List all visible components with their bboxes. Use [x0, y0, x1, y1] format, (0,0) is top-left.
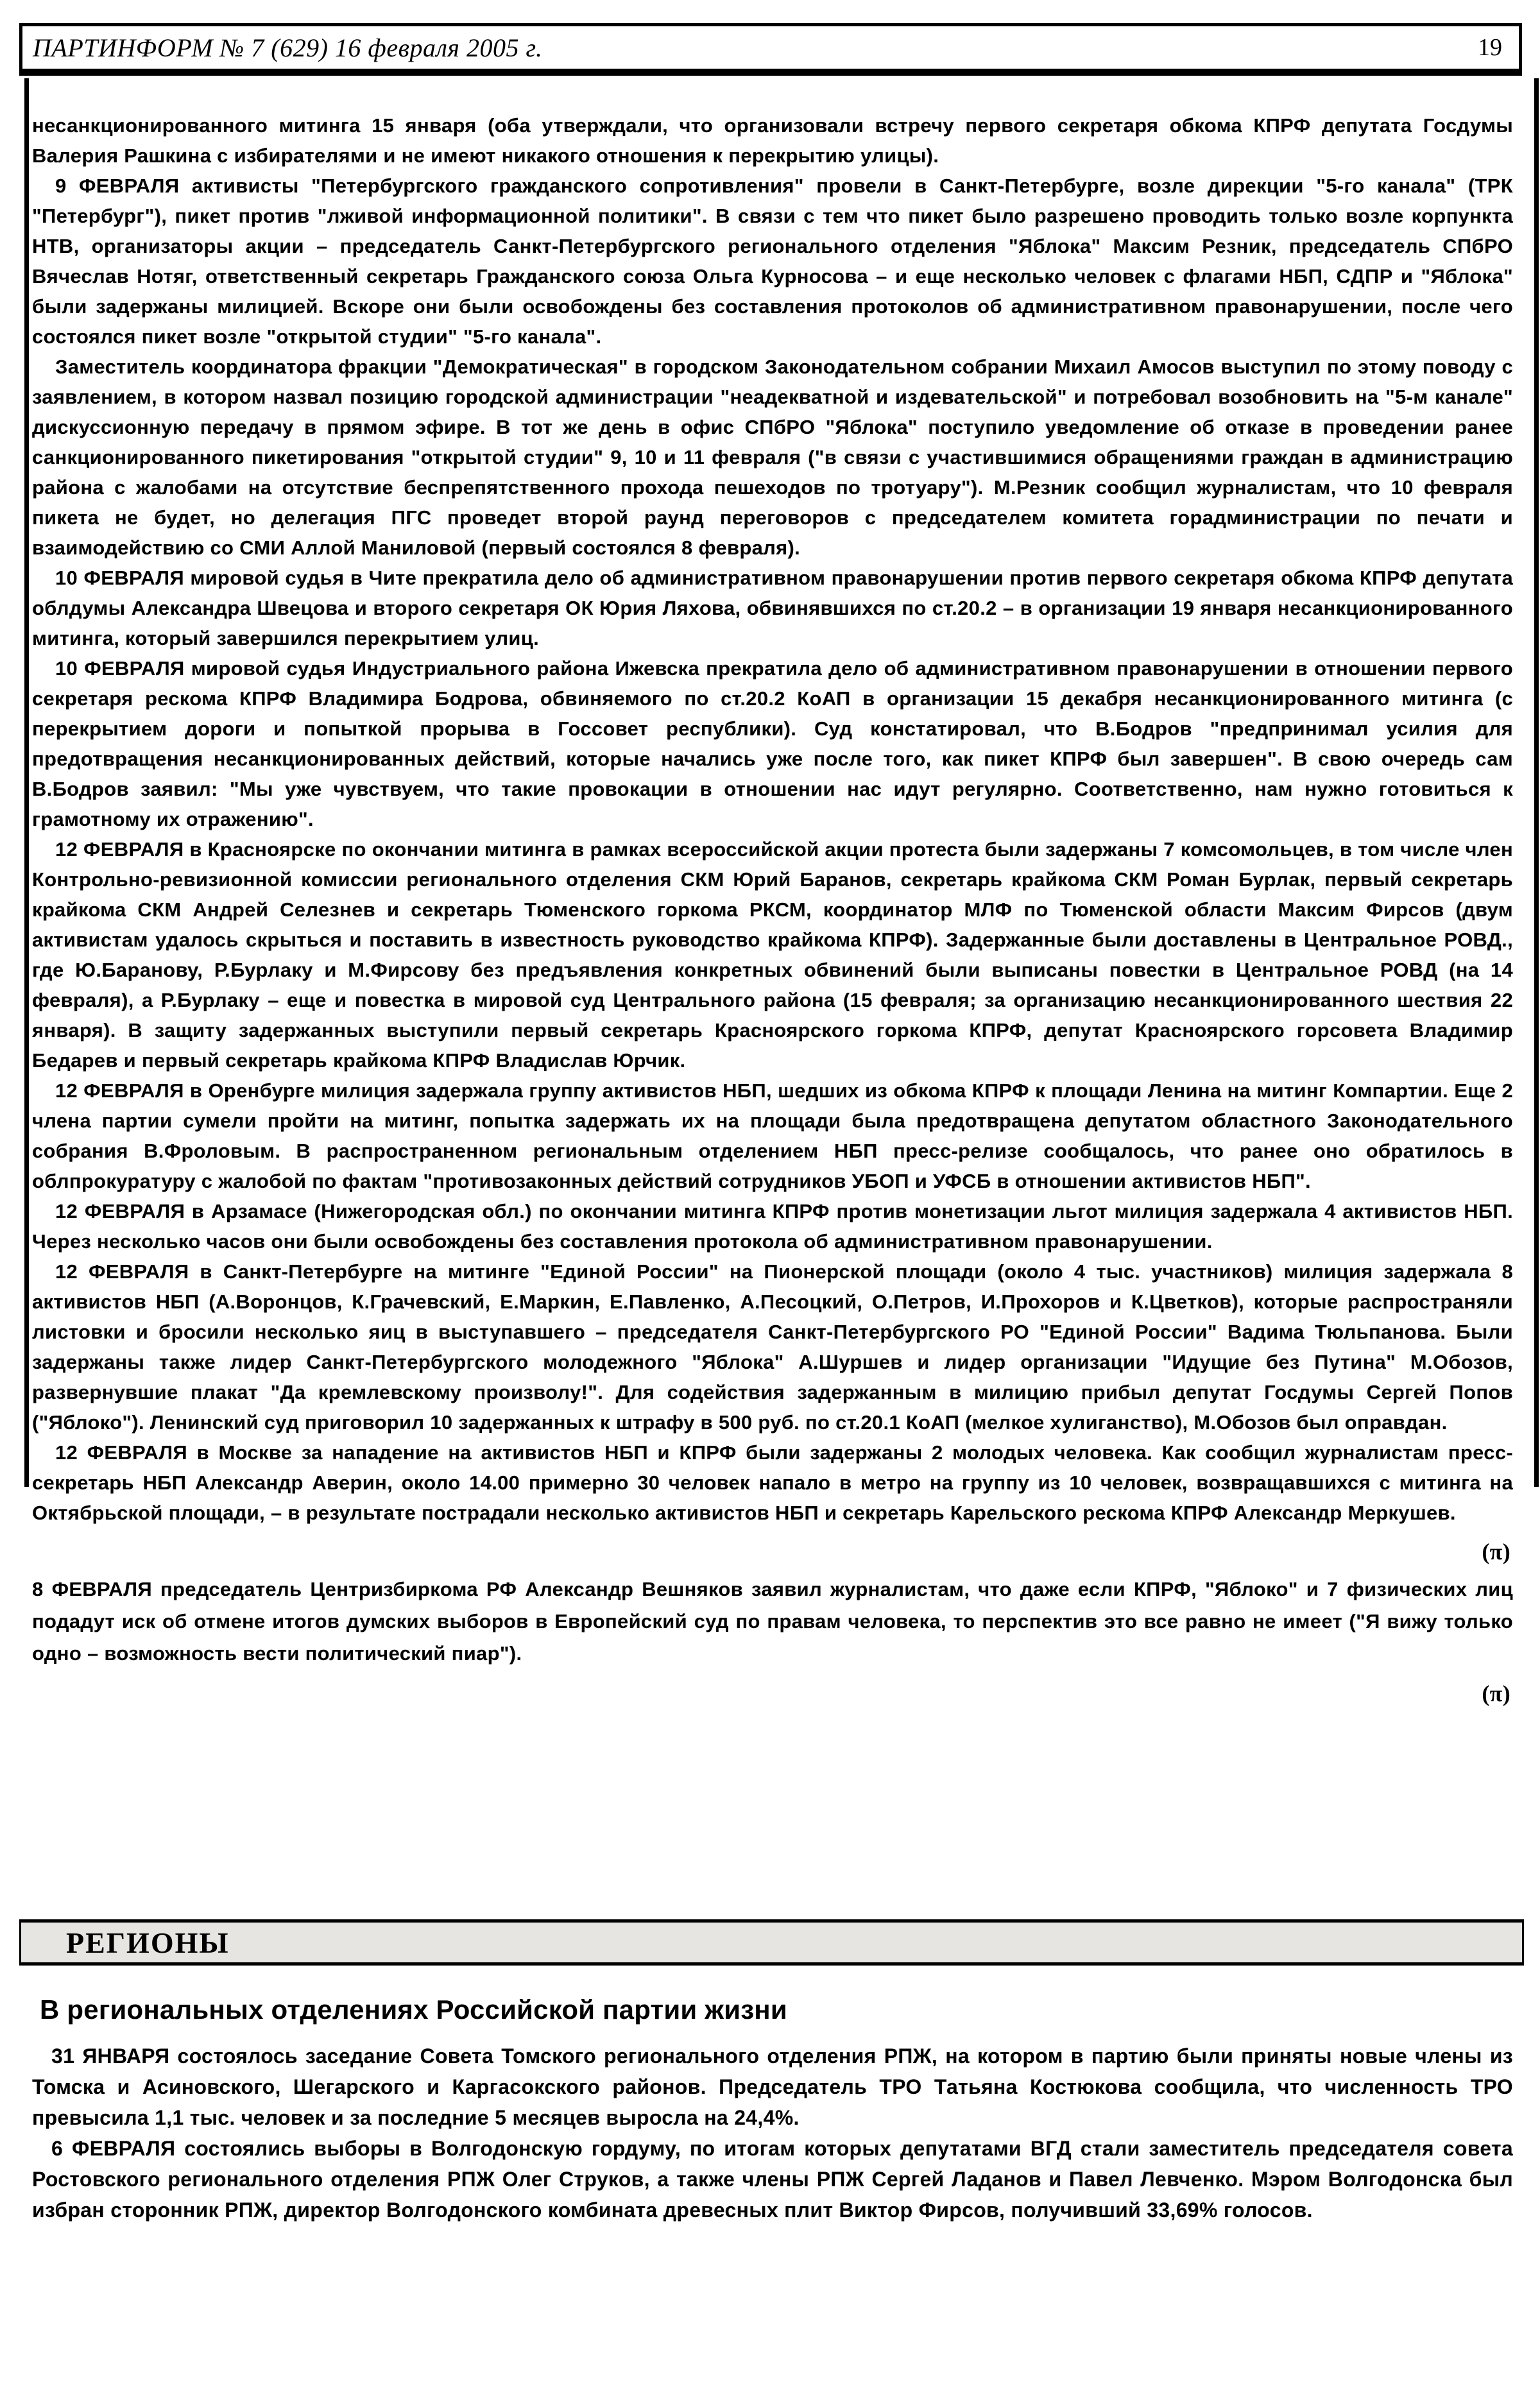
section-end-marker: (π) — [1482, 1681, 1510, 1706]
body-paragraph: несанкционированного митинга 15 января (оба утверждали, что организовали встречу первого секретаря обкома КПРФ депутата Госдумы Валерия Рашкина с избирателями и не имеют никакого отношения к перекрытию улицы). — [32, 114, 1513, 167]
regions-section-box — [19, 1919, 1524, 1966]
body-paragraph: 10 ФЕВРАЛЯ мировой судья в Чите прекратила дело об административном правонарушении против первого секретаря обкома КПРФ депутата облдумы Александра Швецова и второго секретаря ОК Юрия Ляхова, обвинявшихся по ст.20.2 – в организации 19 января несанкционированного митинга, который завершился перекрытием улиц. — [32, 567, 1513, 649]
body-paragraph: 12 ФЕВРАЛЯ в Красноярске по окончании митинга в рамках всероссийской акции протеста были задержаны 7 комсомольцев, в том числе член Контрольно-ревизионной комиссии регионального отделения СКМ Юрий Баранов, секретарь крайкома СКМ Роман Бурлак, первый секретарь крайкома СКМ Андрей Селезнев и секретарь Тюменского горкома РКСМ, координатор МЛФ по Тюменской области Максим Фирсов (двум активистам удалось скрыться и поставить в известность руководство крайкома КПРФ). Задержанные были доставлены в Центральное РОВД., где Ю.Баранову, Р.Бурлаку и М.Фирсову без предъявления конкретных обвинений были выписаны повестки в Центральное РОВД (на 14 февраля), а Р.Бурлаку – еще и повестка в мировой суд Центрального района (15 февраля; за организацию несанкционированного шествия 22 января). В защиту задержанных выступили первый секретарь Красноярского горкома КПРФ, депутат Красноярского горсовета Владимир Бедарев и первый секретарь крайкома КПРФ Владислав Юрчик. — [32, 838, 1513, 1072]
body-text-column — [32, 110, 1513, 1914]
body-paragraph: 12 ФЕВРАЛЯ в Москве за нападение на активистов НБП и КПРФ были задержаны 2 молодых человека. Как сообщил журналистам пресс-секретарь НБП Александр Аверин, около 14.00 примерно 30 человек напало в метро на группу из 10 человек, возвращавшихся с митинга на Октябрьской площади, – в результате пострадали несколько активистов НБП и секретарь Карельского рескома КПРФ Александр Меркушев. — [32, 1441, 1513, 1524]
body-paragraph: 12 ФЕВРАЛЯ в Арзамасе (Нижегородская обл.) по окончании митинга КПРФ против монетизации льгот милиция задержала 4 активистов НБП. Через несколько часов они были освобождены без составления протокола об административном правонарушении. — [32, 1200, 1513, 1253]
regions-section-label: РЕГИОНЫ — [66, 1926, 230, 1959]
header-title: ПАРТИНФОРМ № 7 (629) 16 февраля 2005 г. — [33, 33, 543, 62]
body-paragraph: 8 ФЕВРАЛЯ председатель Центризбиркома РФ Александр Вешняков заявил журналистам, что даже если КПРФ, "Яблоко" и 7 физических лиц подадут иск об отмене итогов думских выборов в Европейский суд по правам человека, то перспектив это все равно не имеет ("Я вижу только одно – возможность вести политический пиар"). — [32, 1578, 1513, 1665]
scan-artifact-line-left — [24, 78, 29, 1487]
regions-paragraph: 6 ФЕВРАЛЯ состоялись выборы в Волгодонскую гордуму, по итогам которых депутатами ВГД стали заместитель председателя совета Ростовского регионального отделения РПЖ Олег Струков, а также члены РПЖ Сергей Ладанов и Павел Левченко. Мэром Волгодонска был избран сторонник РПЖ, директор Волгодонского комбината древесных плит Виктор Фирсов, получивший 33,69% голосов. — [32, 2137, 1513, 2222]
body-paragraph: 12 ФЕВРАЛЯ в Оренбурге милиция задержала группу активистов НБП, шедших из обкома КПРФ к площади Ленина на митинг Компартии. Еще 2 члена партии сумели пройти на митинг, попытка задержать их на площади была предотвращена депутатом областного Законодательного собрания В.Фроловым. В распространенном региональным отделением НБП пресс-релизе сообщалось, что ранее оно обратилось в облпрокуратуру с жалобой по фактам "противозаконных действий сотрудников УБОП и УФСБ в отношении активистов НБП". — [32, 1079, 1513, 1192]
section-end-marker: (π) — [1482, 1539, 1510, 1564]
scan-artifact-line-right — [1534, 78, 1539, 1487]
body-paragraph: 12 ФЕВРАЛЯ в Санкт-Петербурге на митинге "Единой России" на Пионерской площади (около 4 тыс. участников) милиция задержала 8 активистов НБП (А.Воронцов, К.Грачевский, Е.Маркин, Е.Павленко, А.Песоцкий, О.Петров, И.Прохоров и К.Цветков), которые распространяли листовки и бросили несколько яиц в выступавшего – председателя Санкт-Петербургского РО "Единой России" Вадима Тюльпанова. Были задержаны также лидер Санкт-Петербургского молодежного "Яблока" А.Шуршев и лидер организации "Идущие без Путина" М.Обозов, развернувшие плакат "Да кремлевскому произволу!". Для содействия задержанным в милицию прибыл депутат Госдумы Сергей Попов ("Яблоко"). Ленинский суд приговорил 10 задержанных к штрафу в 500 руб. по ст.20.1 КоАП (мелкое хулиганство), М.Обозов был оправдан. — [32, 1260, 1513, 1434]
regions-paragraph: 31 ЯНВАРЯ состоялось заседание Совета Томского регионального отделения РПЖ, на котором в партию были приняты новые члены из Томска и Асиновского, Шегарского и Каргасокского районов. Председатель ТРО Татьяна Костюкова сообщила, что численность ТРО превысила 1,1 тыс. человек и за последние 5 месяцев выросла на 24,4%. — [32, 2044, 1513, 2129]
regions-heading: В региональных отделениях Российской партии жизни — [40, 1994, 787, 2025]
header-box — [19, 23, 1522, 76]
body-paragraph: Заместитель координатора фракции "Демократическая" в городском Законодательном собрании Михаил Амосов выступил по этому поводу с заявлением, в котором назвал позицию городской администрации "неадекватной и издевательской" и потребовал возобновить на "5-м канале" дискуссионную передачу в прямом эфире. В тот же день в офис СПбРО "Яблока" поступило уведомление об отказе в проведении ранее санкционированного пикетирования "открытой студии" 9, 10 и 11 февраля ("в связи с участившимися обращениями граждан в администрацию района с жалобами на отсутствие беспрепятственного прохода пешеходов по тротуару"). М.Резник сообщил журналистам, что 10 февраля пикета не будет, но делегация ПГС проведет второй раунд переговоров с председателем комитета горадминистрации по печати и взаимодействию со СМИ Аллой Маниловой (первый состоялся 8 февраля). — [32, 356, 1513, 559]
header-page-number: 19 — [1478, 34, 1502, 61]
body-paragraph: 10 ФЕВРАЛЯ мировой судья Индустриального района Ижевска прекратила дело об административном правонарушении в отношении первого секретаря рескома КПРФ Владимира Бодрова, обвиняемого по ст.20.2 КоАП в организации 15 декабря несанкционированного митинга (с перекрытием дороги и попыткой прорыва в Госсовет республики). Суд констатировал, что В.Бодров "предпринимал усилия для предотвращения несанкционированных действий, которые начались уже после того, как пикет КПРФ был завершен". В свою очередь сам В.Бодров заявил: "Мы уже чувствуем, что такие провокации в отношении нас идут регулярно. Соответственно, нам нужно готовиться к грамотному их отражению". — [32, 657, 1513, 830]
regions-text-column — [32, 2041, 1513, 2225]
body-paragraph: 9 ФЕВРАЛЯ активисты "Петербургского гражданского сопротивления" провели в Санкт-Петербурге, возле дирекции "5-го канала" (ТРК "Петербург"), пикет против "лживой информационной политики". В связи с тем что пикет было разрешено проводить только возле корпункта НТВ, организаторы акции – председатель Санкт-Петербургского регионального отделения "Яблока" Максим Резник, председатель СПбРО Вячеслав Нотяг, ответственный секретарь Гражданского союза Ольга Курносова – и еще несколько человек с флагами НБП, СДПР и "Яблока" были задержаны милицией. Вскоре они были освобождены без составления протоколов об административном правонарушении, после чего состоялся пикет возле "открытой студии" "5-го канала". — [32, 175, 1513, 348]
